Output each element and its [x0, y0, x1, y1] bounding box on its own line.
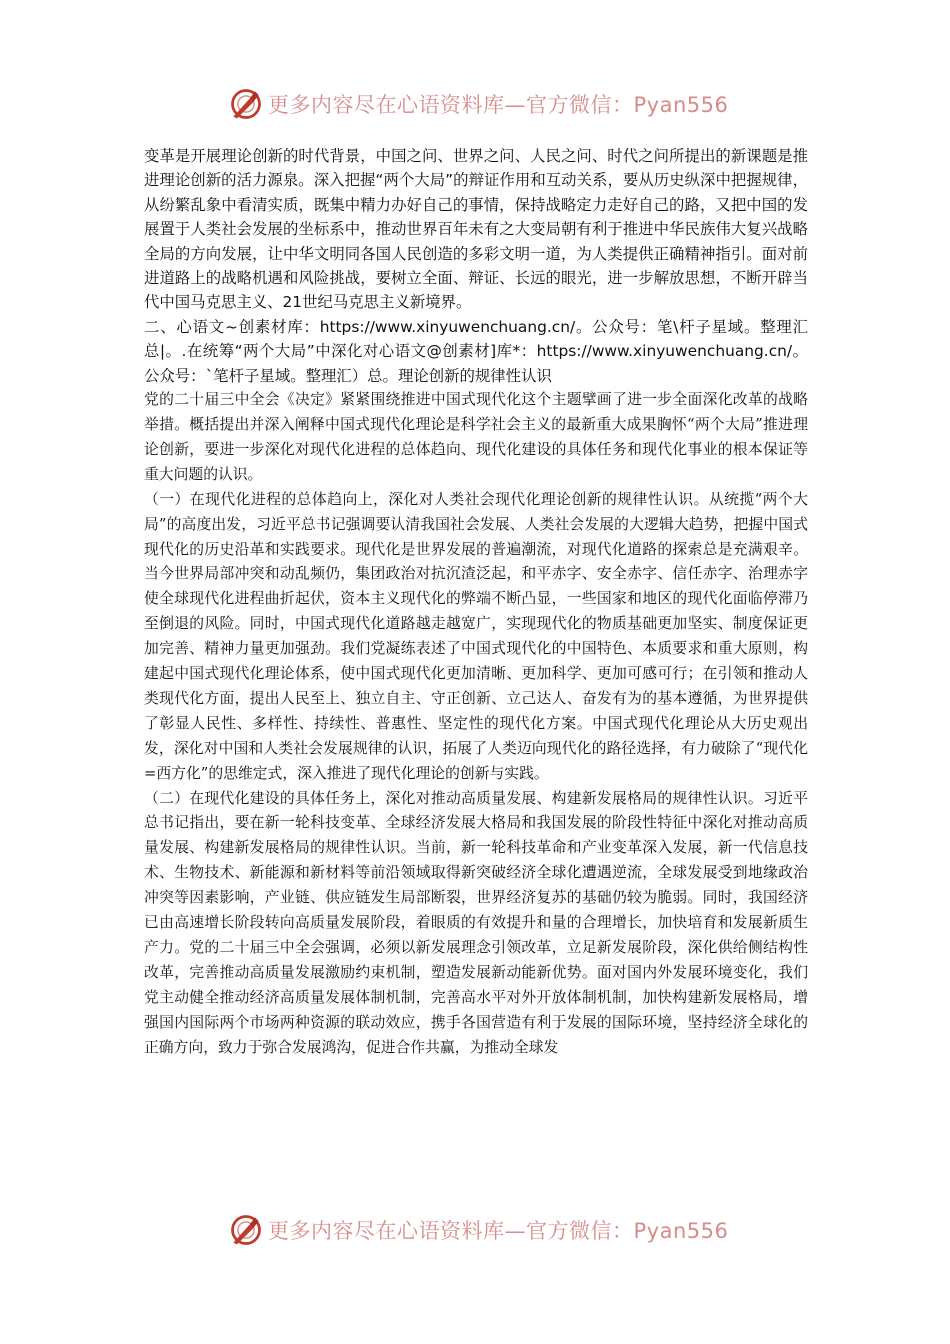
- pen-logo-icon: [228, 1212, 264, 1248]
- footer-banner: [228, 1210, 728, 1250]
- banner-text: 更多内容尽在心语资料库—官方微信：Pyan556: [268, 1219, 729, 1243]
- document-body: [144, 144, 808, 1061]
- paragraph-point-one: （一）在现代化进程的总体趋向上，深化对人类社会现代化理论创新的规律性认识。从统揽“两个大局”的高度出发，习近平总书记强调要认清我国社会发展、人类社会发展的大逻辑大趋势，把握中国式现代化的历史沿革和实践要求。现代化是世界发展的普遍潮流，对现代化道路的探索总是充满艰辛。当今世界局部冲突和动乱频仍，集团政治对抗沉渣泛起，和平赤字、安全赤字、信任赤字、治理赤字使全球现代化进程曲折起伏，资本主义现代化的弊端不断凸显，一些国家和地区的现代化面临停滞乃至倒退的风险。同时，中国式现代化道路越走越宽广，实现现代化的物质基础更加坚实、制度保证更加完善、精神力量更加强劲。我们党凝练表述了中国式现代化的中国特色、本质要求和重大原则，构建起中国式现代化理论体系，使中国式现代化更加清晰、更加科学、更加可感可行；在引领和推动人类现代化方面，提出人民至上、独立自主、守正创新、立己达人、奋发有为的基本遵循，为世界提供了彰显人民性、多样性、持续性、普惠性、坚定性的现代化方案。中国式现代化理论从大历史观出发，深化对中国和人类社会发展规律的认识，拓展了人类迈向现代化的路径选择，有力破除了“现代化=西方化”的思维定式，深入推进了现代化理论的创新与实践。: [144, 490, 808, 782]
- header-banner: [228, 84, 728, 124]
- paragraph-point-two: （二）在现代化建设的具体任务上，深化对推动高质量发展、构建新发展格局的规律性认识。习近平总书记指出，要在新一轮科技变革、全球经济发展大格局和我国发展的阶段性特征中深化对推动高质量发展、构建新发展格局的规律性认识。当前，新一轮科技革命和产业变革深入发展，新一代信息技术、生物技术、新能源和新材料等前沿领域取得新突破经济全球化遭遇逆流，全球发展受到地缘政治冲突等因素影响，产业链、供应链发生局部断裂，世界经济复苏的基础仍较为脆弱。同时，我国经济已由高速增长阶段转向高质量发展阶段，着眼质的有效提升和量的合理增长，加快培育和发展新质生产力。党的二十届三中全会强调，必须以新发展理念引领改革，立足新发展阶段，深化供给侧结构性改革，完善推动高质量发展激励约束机制，塑造发展新动能新优势。面对国内外发展环境变化，我们党主动健全推动经济高质量发展体制机制，完善高水平对外开放体制机制，加快构建新发展格局，增强国内国际两个市场两种资源的联动效应，携手各国营造有利于发展的国际环境，坚持经济全球化的正确方向，致力于弥合发展鸿沟，促进合作共赢，为推动全球发: [144, 789, 808, 1056]
- banner-text: 更多内容尽在心语资料库—官方微信：Pyan556: [268, 93, 729, 117]
- section-heading: 二、心语文~创素材库：https://www.xinyuwenchuang.cn/。公众号：笔\杆子星域。整理汇总|。.在统筹“两个大局”中深化对心语文@创素材]库*：https://www.xinyuwenchuang.cn/。公众号：`笔杆子星域。整理汇）总。理论创新的规律性认识: [144, 317, 808, 385]
- pen-logo-icon: [228, 86, 264, 122]
- paragraph-intro: 变革是开展理论创新的时代背景，中国之问、世界之问、人民之问、时代之问所提出的新课题是推进理论创新的活力源泉。深入把握“两个大局”的辩证作用和互动关系，要从历史纵深中把握规律，从纷繁乱象中看清实质，既集中精力办好自己的事情，保持战略定力走好自己的路，又把中国的发展置于人类社会发展的坐标系中，推动世界百年未有之大变局朝有利于推进中华民族伟大复兴战略全局的方向发展，让中华文明同各国人民创造的多彩文明一道，为人类提供正确精神指引。面对前进道路上的战略机遇和风险挑战，要树立全面、辩证、长远的眼光，进一步解放思想，不断开辟当代中国马克思主义、21世纪马克思主义新境界。: [144, 147, 808, 312]
- paragraph-summary: 党的二十届三中全会《决定》紧紧围绕推进中国式现代化这个主题擘画了进一步全面深化改革的战略举措。概括提出并深入阐释中国式现代化理论是科学社会主义的最新重大成果胸怀“两个大局”推进理论创新，要进一步深化对现代化进程的总体趋向、现代化建设的具体任务和现代化事业的根本保证等重大问题的认识。: [144, 391, 808, 483]
